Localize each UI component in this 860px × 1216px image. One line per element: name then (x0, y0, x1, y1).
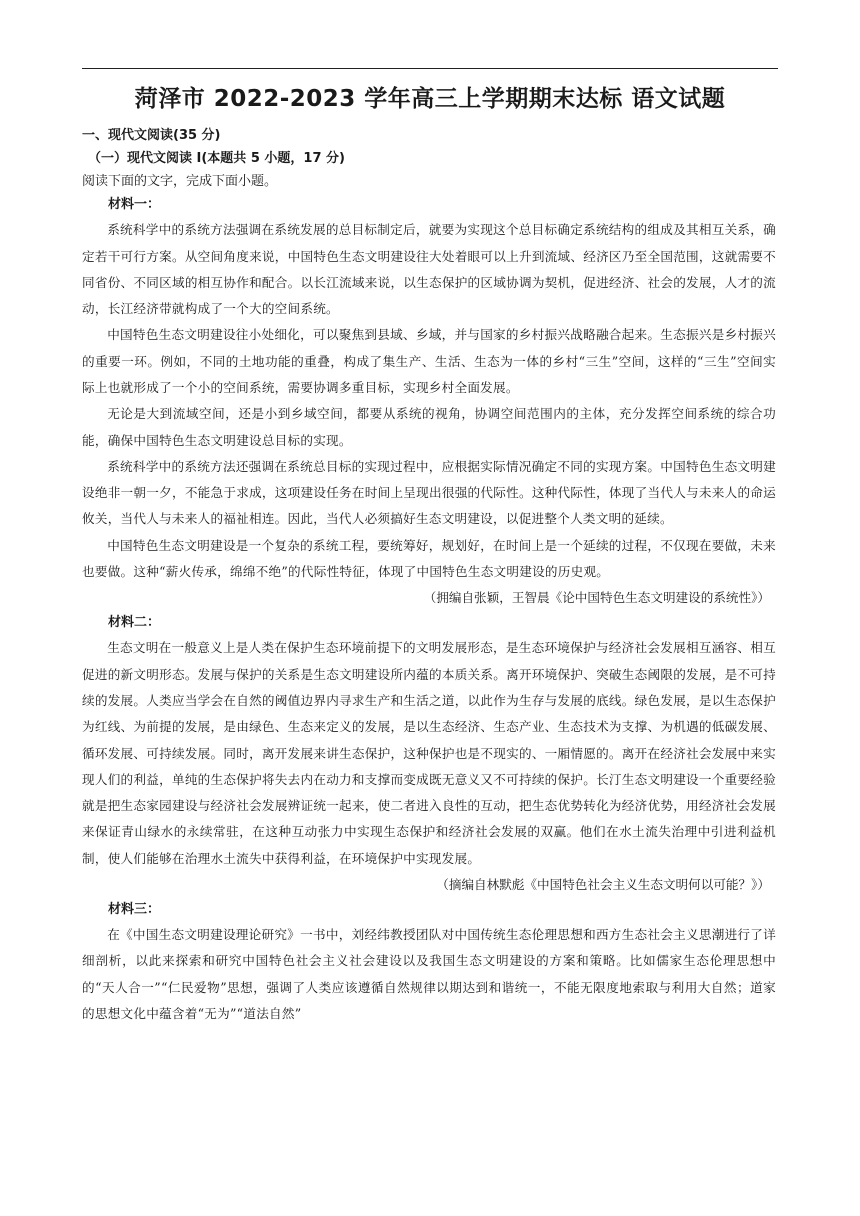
material-source: （拥编自张颖，王智晨《论中国特色生态文明建设的系统性》） (423, 590, 770, 606)
document-body (82, 124, 776, 1027)
instruction-text: 阅读下面的文字，完成下面小题。 (82, 174, 278, 189)
material-3 (82, 898, 776, 1027)
paragraph: 系统科学中的系统方法还强调在系统总目标的实现过程中，应根据实际情况确定不同的实现方案。中国特色生态文明建设绝非一朝一夕，不能急于求成，这项建设任务在时间上呈现出很强的代际性。这种代际性，体现了当代人与未来人的命运攸关，当代人与未来人的福祉相连。因此，当代人必须搞好生态文明建设，以促进整个人类文明的延续。 (82, 458, 776, 527)
paragraph: 在《中国生态文明建设理论研究》一书中，刘经纬教授团队对中国传统生态伦理思想和西方生态社会主义思潮进行了详细剖析，以此来探索和研究中国特色社会主义社会建设以及我国生态文明建设的方案和策略。比如儒家生态伦理思想中的“天人合一”“仁民爱物”思想，强调了人类应该遵循自然规律以期达到和谐统一，不能无限度地索取与利用大自然；道家的思想文化中蕴含着“无为”“道法自然” (82, 927, 776, 1021)
subsection-heading: （一）现代文阅读 I(本题共 5 小题，17 分) (88, 151, 345, 166)
material-source: （摘编自林默彪《中国特色社会主义生态文明何以可能？》） (436, 877, 770, 893)
material-1 (82, 193, 776, 611)
material-label: 材料一： (108, 197, 161, 213)
paragraph: 中国特色生态文明建设往小处细化，可以聚焦到县域、乡域，并与国家的乡村振兴战略融合起来。生态振兴是乡村振兴的重要一环。例如，不同的土地功能的重叠，构成了集生产、生活、生态为一体的乡村“三生”空间，这样的“三生”空间实际上也就形成了一个小的空间系统，需要协调多重目标，实现乡村全面发展。 (82, 327, 776, 395)
material-label: 材料三： (108, 902, 161, 918)
page-title: 菏泽市 2022-2023 学年高三上学期期末达标 语文试题 (134, 86, 726, 112)
section-heading: 一、现代文阅读(35 分) (82, 128, 221, 143)
material-label: 材料二： (108, 615, 161, 631)
paragraph: 无论是大到流域空间，还是小到乡域空间，都要从系统的视角，协调空间范围内的主体，充分发挥空间系统的综合功能，确保中国特色生态文明建设总目标的实现。 (82, 406, 776, 448)
paragraph: 生态文明在一般意义上是人类在保护生态环境前提下的文明发展形态，是生态环境保护与经济社会发展相互涵容、相互促进的新文明形态。发展与保护的关系是生态文明建设所内蕴的本质关系。离开环境保护、突破生态阈限的发展，是不可持续的发展。人类应当学会在自然的阈值边界内寻求生产和生活之道，以此作为生存与发展的底线。绿色发展，是以生态保护为红线、为前提的发展，是由绿色、生态来定义的发展，是以生态经济、生态产业、生态技术为支撑、为机遇的低碳发展、循环发展、可持续发展。同时，离开发展来讲生态保护，这种保护也是不现实的、一厢情愿的。离开在经济社会发展中来实现人们的利益，单纯的生态保护将失去内在动力和支撑而变成既无意义又不可持续的保护。长汀生态文明建设一个重要经验就是把生态家园建设与经济社会发展辨证统一起来，使二者进入良性的互动，把生态优势转化为经济优势，用经济社会发展来保证青山绿水的永续常驻，在这种互动张力中实现生态保护和经济社会发展的双赢。他们在水土流失治理中引进利益机制，使人们能够在治理水土流失中获得利益，在环境保护中实现发展。 (82, 640, 776, 866)
paragraph: 系统科学中的系统方法强调在系统发展的总目标制定后，就要为实现这个总目标确定系统结构的组成及其相互关系，确定若干可行方案。从空间角度来说，中国特色生态文明建设往大处着眼可以上升到流域、经济区乃至全国范围，这就需要不同省份、不同区域的相互协作和配合。以长江流域来说，以生态保护的区域协调为契机，促进经济、社会的发展，人才的流动，长江经济带就构成了一个大的空间系统。 (82, 222, 776, 317)
paragraph: 中国特色生态文明建设是一个复杂的系统工程，要统筹好，规划好，在时间上是一个延续的过程，不仅现在要做，未来也要做。这种“薪火传承，绵绵不绝”的代际性特征，体现了中国特色生态文明建设的历史观。 (82, 537, 776, 580)
header-rule (82, 68, 778, 69)
material-2 (82, 611, 776, 898)
